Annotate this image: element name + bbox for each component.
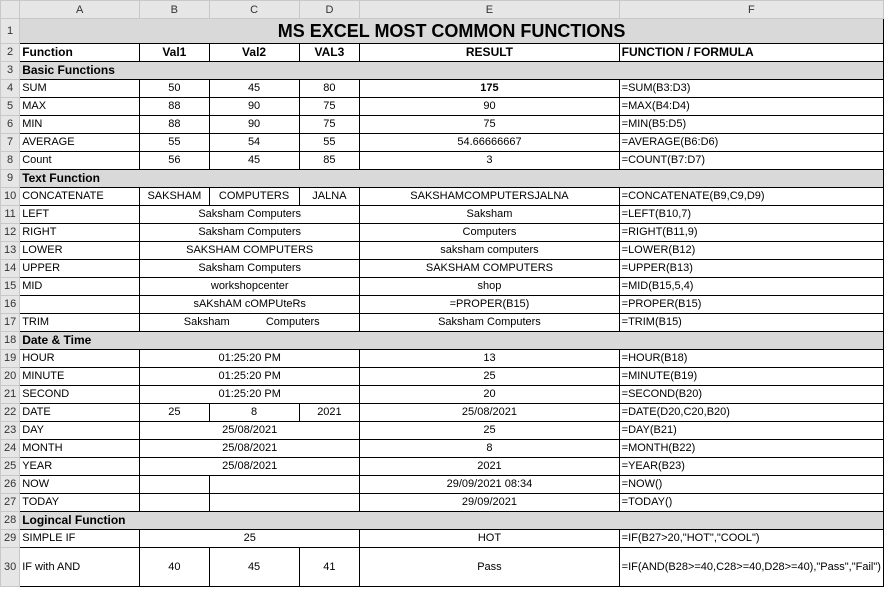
row-header[interactable]: 20 xyxy=(1,368,20,386)
row-header[interactable]: 5 xyxy=(1,98,20,116)
sheet-row xyxy=(1,134,884,152)
val2-cell[interactable]: 90 xyxy=(209,98,299,116)
column-header-e[interactable]: E xyxy=(360,1,619,19)
function-name-cell[interactable] xyxy=(20,296,140,314)
row-header[interactable]: 24 xyxy=(1,440,20,458)
formula-cell[interactable]: =MINUTE(B19) xyxy=(619,368,883,386)
function-name-cell[interactable]: IF with AND xyxy=(20,548,140,587)
merged-value-cell[interactable]: 01:25:20 PM xyxy=(140,368,360,386)
function-name-cell[interactable]: MONTH xyxy=(20,440,140,458)
row-header[interactable]: 23 xyxy=(1,422,20,440)
row-header[interactable]: 4 xyxy=(1,80,20,98)
sheet-row xyxy=(1,422,884,440)
row-header[interactable]: 21 xyxy=(1,386,20,404)
column-header-b[interactable]: B xyxy=(140,1,209,19)
function-name-cell[interactable]: SUM xyxy=(20,80,140,98)
row-header[interactable]: 17 xyxy=(1,314,20,332)
sheet-row xyxy=(1,440,884,458)
formula-cell[interactable]: =LEFT(B10,7) xyxy=(619,206,883,224)
result-cell[interactable]: 8 xyxy=(360,440,619,458)
sheet-row xyxy=(1,548,884,587)
column-header-c[interactable]: C xyxy=(209,1,299,19)
val2-cell[interactable]: 45 xyxy=(209,152,299,170)
merged-value-cell[interactable]: 01:25:20 PM xyxy=(140,350,360,368)
merged-value-cell[interactable]: Saksham Computers xyxy=(140,206,360,224)
val2-cell[interactable]: COMPUTERS xyxy=(209,188,299,206)
formula-cell[interactable]: =NOW() xyxy=(619,476,883,494)
formula-cell[interactable]: =MAX(B4:D4) xyxy=(619,98,883,116)
sheet-row xyxy=(1,224,884,242)
function-name-cell[interactable]: HOUR xyxy=(20,350,140,368)
section-row xyxy=(1,332,884,350)
header-row xyxy=(1,44,884,62)
formula-cell[interactable]: =COUNT(B7:D7) xyxy=(619,152,883,170)
untrimmed-right-text: Computers xyxy=(265,316,320,328)
sheet-row xyxy=(1,314,884,332)
val2-cell[interactable]: 45 xyxy=(209,548,299,587)
merged-value-cell[interactable]: 01:25:20 PM xyxy=(140,386,360,404)
function-name-cell[interactable]: MID xyxy=(20,278,140,296)
merged-value-cell[interactable]: 25/08/2021 xyxy=(140,422,360,440)
row-header[interactable]: 2 xyxy=(1,44,20,62)
row-header[interactable]: 3 xyxy=(1,62,20,80)
sheet-row xyxy=(1,458,884,476)
result-cell[interactable]: =PROPER(B15) xyxy=(360,296,619,314)
section-row xyxy=(1,170,884,188)
formula-cell[interactable]: =LOWER(B12) xyxy=(619,242,883,260)
sheet-row xyxy=(1,80,884,98)
formula-cell[interactable]: =AVERAGE(B6:D6) xyxy=(619,134,883,152)
val3-cell[interactable]: 75 xyxy=(299,98,360,116)
result-cell[interactable]: 25 xyxy=(360,422,619,440)
function-name-cell[interactable]: LOWER xyxy=(20,242,140,260)
val1-cell[interactable]: 88 xyxy=(140,116,209,134)
result-cell[interactable]: saksham computers xyxy=(360,242,619,260)
sheet-row xyxy=(1,494,884,512)
result-cell[interactable]: HOT xyxy=(360,530,619,548)
row-header[interactable]: 10 xyxy=(1,188,20,206)
sheet-row xyxy=(1,206,884,224)
merged-value-cell[interactable]: SAKSHAM COMPUTERS xyxy=(140,242,360,260)
function-name-cell[interactable]: MINUTE xyxy=(20,368,140,386)
val1-cell[interactable]: SAKSHAM xyxy=(140,188,209,206)
row-header[interactable]: 18 xyxy=(1,332,20,350)
result-cell[interactable]: 2021 xyxy=(360,458,619,476)
function-name-cell[interactable]: TODAY xyxy=(20,494,140,512)
merged-value-cell[interactable]: sAKshAM cOMPUteRs xyxy=(140,296,360,314)
function-name-cell[interactable]: SIMPLE IF xyxy=(20,530,140,548)
sheet-row xyxy=(1,476,884,494)
row-header[interactable]: 30 xyxy=(1,548,20,587)
function-name-cell[interactable]: CONCATENATE xyxy=(20,188,140,206)
result-cell[interactable]: Saksham xyxy=(360,206,619,224)
merged-value-cell[interactable] xyxy=(140,314,360,332)
row-header[interactable]: 28 xyxy=(1,512,20,530)
val1-cell[interactable] xyxy=(140,494,209,512)
sheet-row xyxy=(1,19,884,44)
function-name-cell[interactable]: SECOND xyxy=(20,386,140,404)
result-cell[interactable]: 54.66666667 xyxy=(360,134,619,152)
row-header[interactable]: 8 xyxy=(1,152,20,170)
header-result-cell[interactable]: RESULT xyxy=(360,44,619,62)
val3-cell[interactable]: 85 xyxy=(299,152,360,170)
row-header[interactable]: 27 xyxy=(1,494,20,512)
row-header[interactable]: 12 xyxy=(1,224,20,242)
formula-cell[interactable]: =SECOND(B20) xyxy=(619,386,883,404)
function-name-cell[interactable]: Count xyxy=(20,152,140,170)
sheet-row xyxy=(1,188,884,206)
formula-cell[interactable]: =PROPER(B15) xyxy=(619,296,883,314)
merged-value-cell[interactable]: 25 xyxy=(140,530,360,548)
val2-cell[interactable]: 90 xyxy=(209,116,299,134)
formula-cell[interactable]: =TODAY() xyxy=(619,494,883,512)
val1-cell[interactable]: 88 xyxy=(140,98,209,116)
row-header[interactable]: 25 xyxy=(1,458,20,476)
sheet-row xyxy=(1,242,884,260)
val3-cell[interactable]: 2021 xyxy=(299,404,360,422)
result-cell[interactable]: 13 xyxy=(360,350,619,368)
result-cell[interactable]: 25/08/2021 xyxy=(360,404,619,422)
val1-cell[interactable]: 55 xyxy=(140,134,209,152)
section-row xyxy=(1,62,884,80)
formula-cell[interactable]: =YEAR(B23) xyxy=(619,458,883,476)
val1-cell[interactable]: 25 xyxy=(140,404,209,422)
result-cell[interactable]: Saksham Computers xyxy=(360,314,619,332)
merged-value-cell[interactable]: Saksham Computers xyxy=(140,260,360,278)
function-name-cell[interactable]: UPPER xyxy=(20,260,140,278)
row-header[interactable]: 15 xyxy=(1,278,20,296)
result-cell[interactable]: 175 xyxy=(360,80,619,98)
result-cell[interactable]: Pass xyxy=(360,548,619,587)
result-cell[interactable]: shop xyxy=(360,278,619,296)
formula-cell[interactable]: =DAY(B21) xyxy=(619,422,883,440)
sheet-row xyxy=(1,404,884,422)
val2-cell[interactable]: 45 xyxy=(209,80,299,98)
header-function-cell[interactable]: Function xyxy=(20,44,140,62)
function-name-cell[interactable]: YEAR xyxy=(20,458,140,476)
val3-cell[interactable]: 75 xyxy=(299,116,360,134)
function-name-cell[interactable]: RIGHT xyxy=(20,224,140,242)
row-header[interactable]: 22 xyxy=(1,404,20,422)
section-date-time-cell[interactable]: Date & Time xyxy=(20,332,884,350)
val1-cell[interactable] xyxy=(140,476,209,494)
section-basic-functions-cell[interactable]: Basic Functions xyxy=(20,62,884,80)
function-name-cell[interactable]: NOW xyxy=(20,476,140,494)
row-header[interactable]: 9 xyxy=(1,170,20,188)
merged-value-cell[interactable]: Saksham Computers xyxy=(140,224,360,242)
function-name-cell[interactable]: LEFT xyxy=(20,206,140,224)
merged-value-cell[interactable]: 25/08/2021 xyxy=(140,440,360,458)
val1-cell[interactable]: 56 xyxy=(140,152,209,170)
row-header[interactable]: 16 xyxy=(1,296,20,314)
formula-cell[interactable]: =CONCATENATE(B9,C9,D9) xyxy=(619,188,883,206)
merged-value-cell[interactable] xyxy=(209,494,360,512)
row-header[interactable]: 6 xyxy=(1,116,20,134)
formula-cell[interactable]: =UPPER(B13) xyxy=(619,260,883,278)
formula-cell[interactable]: =IF(B27>20,"HOT","COOL") xyxy=(619,530,883,548)
sheet-row xyxy=(1,152,884,170)
select-all-corner[interactable] xyxy=(1,1,20,19)
section-text-function-cell[interactable]: Text Function xyxy=(20,170,884,188)
formula-cell[interactable]: =MONTH(B22) xyxy=(619,440,883,458)
section-row xyxy=(1,512,884,530)
sheet-row xyxy=(1,116,884,134)
column-header-row xyxy=(1,1,884,19)
column-header-a[interactable]: A xyxy=(20,1,140,19)
sheet-row xyxy=(1,278,884,296)
sheet-row xyxy=(1,368,884,386)
formula-cell[interactable]: =DATE(D20,C20,B20) xyxy=(619,404,883,422)
merged-value-cell[interactable]: 25/08/2021 xyxy=(140,458,360,476)
sheet-row xyxy=(1,386,884,404)
result-cell[interactable]: 90 xyxy=(360,98,619,116)
header-formula-cell[interactable]: FUNCTION / FORMULA xyxy=(619,44,883,62)
formula-cell[interactable]: =RIGHT(B11,9) xyxy=(619,224,883,242)
result-cell[interactable]: SAKSHAMCOMPUTERSJALNA xyxy=(360,188,619,206)
formula-cell[interactable]: =IF(AND(B28>=40,C28>=40,D28>=40),"Pass","Fail") xyxy=(619,548,883,587)
header-val1-cell[interactable]: Val1 xyxy=(140,44,209,62)
function-name-cell[interactable]: TRIM xyxy=(20,314,140,332)
column-header-d[interactable]: D xyxy=(299,1,360,19)
row-header[interactable]: 14 xyxy=(1,260,20,278)
row-header[interactable]: 11 xyxy=(1,206,20,224)
header-val2-cell[interactable]: Val2 xyxy=(209,44,299,62)
result-cell[interactable]: 3 xyxy=(360,152,619,170)
formula-cell[interactable]: =TRIM(B15) xyxy=(619,314,883,332)
row-header[interactable]: 29 xyxy=(1,530,20,548)
function-name-cell[interactable]: DAY xyxy=(20,422,140,440)
row-header[interactable]: 7 xyxy=(1,134,20,152)
formula-cell[interactable]: =MID(B15,5,4) xyxy=(619,278,883,296)
untrimmed-left-text: Saksham xyxy=(183,316,230,328)
result-cell[interactable]: SAKSHAM COMPUTERS xyxy=(360,260,619,278)
section-logical-function-cell[interactable]: Logincal Function xyxy=(20,512,884,530)
header-val3-cell[interactable]: VAL3 xyxy=(299,44,360,62)
sheet-row xyxy=(1,530,884,548)
val1-cell[interactable]: 50 xyxy=(140,80,209,98)
function-name-cell[interactable]: DATE xyxy=(20,404,140,422)
sheet-row xyxy=(1,350,884,368)
result-cell[interactable]: 20 xyxy=(360,386,619,404)
column-header-f[interactable]: F xyxy=(619,1,883,19)
result-cell[interactable]: 25 xyxy=(360,368,619,386)
formula-cell[interactable]: =HOUR(B18) xyxy=(619,350,883,368)
sheet-row xyxy=(1,296,884,314)
val3-cell[interactable]: JALNA xyxy=(299,188,360,206)
function-name-cell[interactable]: MIN xyxy=(20,116,140,134)
result-cell[interactable]: 29/09/2021 08:34 xyxy=(360,476,619,494)
merged-value-cell[interactable] xyxy=(209,476,360,494)
val1-cell[interactable]: 40 xyxy=(140,548,209,587)
val3-cell[interactable]: 55 xyxy=(299,134,360,152)
sheet-row xyxy=(1,98,884,116)
result-cell[interactable]: 75 xyxy=(360,116,619,134)
row-header[interactable]: 13 xyxy=(1,242,20,260)
sheet-row xyxy=(1,260,884,278)
row-header[interactable]: 26 xyxy=(1,476,20,494)
val2-cell[interactable]: 8 xyxy=(209,404,299,422)
formula-cell[interactable]: =MIN(B5:D5) xyxy=(619,116,883,134)
val2-cell[interactable]: 54 xyxy=(209,134,299,152)
row-header[interactable]: 1 xyxy=(1,19,20,44)
function-name-cell[interactable]: AVERAGE xyxy=(20,134,140,152)
val3-cell[interactable]: 41 xyxy=(299,548,360,587)
result-cell[interactable]: Computers xyxy=(360,224,619,242)
function-name-cell[interactable]: MAX xyxy=(20,98,140,116)
result-cell[interactable]: 29/09/2021 xyxy=(360,494,619,512)
merged-value-cell[interactable]: workshopcenter xyxy=(140,278,360,296)
sheet-title-cell[interactable]: MS EXCEL MOST COMMON FUNCTIONS xyxy=(20,19,884,44)
val3-cell[interactable]: 80 xyxy=(299,80,360,98)
row-header[interactable]: 19 xyxy=(1,350,20,368)
formula-cell[interactable]: =SUM(B3:D3) xyxy=(619,80,883,98)
